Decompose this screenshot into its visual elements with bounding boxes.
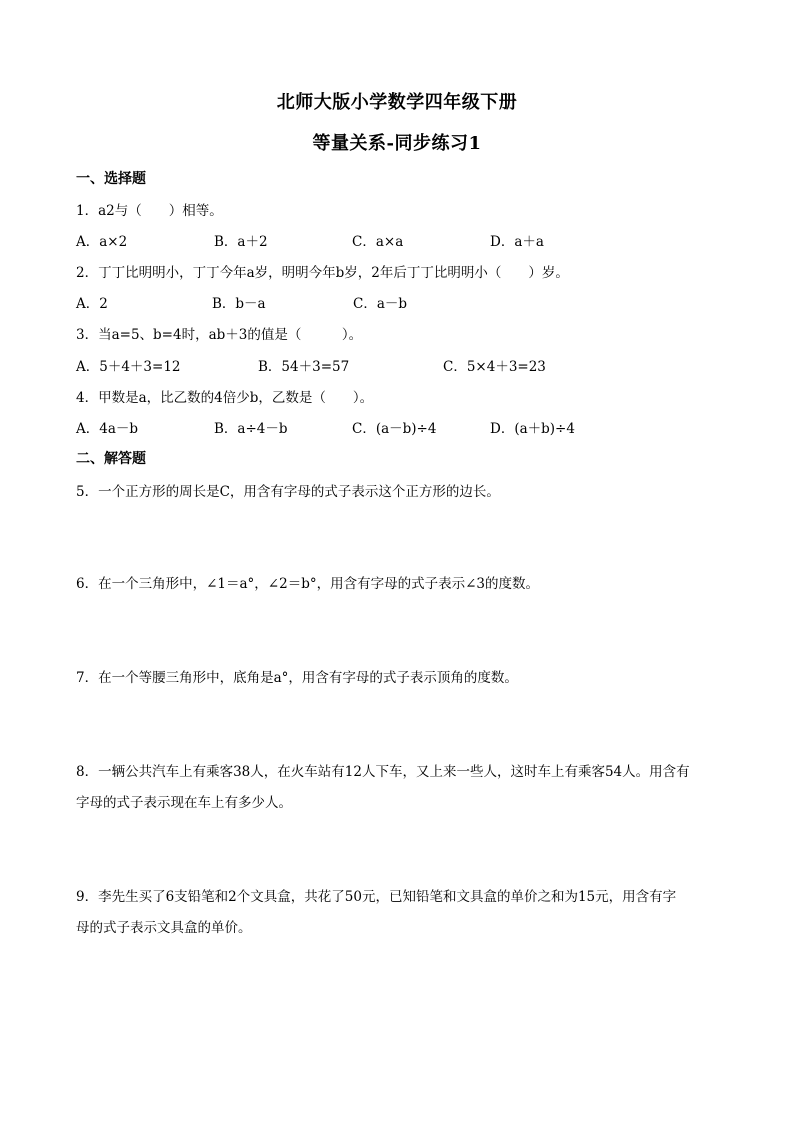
- question-8-line-2: 字母的式子表示现在车上有多少人。: [76, 795, 292, 811]
- question-3-option-c: C．5×4＋3=23: [443, 359, 546, 375]
- section-choice-title: 一、选择题: [76, 171, 146, 187]
- question-9-line-2: 母的式子表示文具盒的单价。: [76, 920, 252, 936]
- question-4-option-d: D．(a＋b)÷4: [490, 421, 575, 437]
- worksheet-title: 北师大版小学数学四年级下册: [276, 92, 518, 113]
- section-answer-title: 二、解答题: [76, 451, 146, 467]
- question-4-option-a: A．4a－b: [76, 421, 139, 437]
- question-6-stem: 6．在一个三角形中，∠1＝a°，∠2＝b°，用含有字母的式子表示∠3的度数。: [76, 576, 539, 592]
- question-5-stem: 5．一个正方形的周长是C，用含有字母的式子表示这个正方形的边长。: [76, 484, 500, 500]
- question-9-line-1: 9．李先生买了6支铅笔和2个文具盒，共花了50元，已知铅笔和文具盒的单价之和为15元，用含有字: [76, 889, 677, 905]
- question-2-option-c: C．a－b: [353, 296, 408, 312]
- question-3-option-a: A．5＋4＋3=12: [76, 359, 181, 375]
- question-1-stem: 1．a2与（ ）相等。: [76, 203, 223, 219]
- question-4-stem: 4．甲数是a，比乙数的4倍少b，乙数是（ ）。: [76, 390, 374, 406]
- question-1-option-b: B．a＋2: [214, 234, 268, 250]
- worksheet-subtitle: 等量关系-同步练习1: [312, 133, 482, 154]
- question-8-line-1: 8．一辆公共汽车上有乘客38人，在火车站有12人下车，又上来一些人，这时车上有乘客54人。用含有: [76, 764, 690, 780]
- question-3-option-b: B．54＋3=57: [258, 359, 350, 375]
- question-2-option-a: A．2: [76, 296, 108, 312]
- question-7-stem: 7．在一个等腰三角形中，底角是a°，用含有字母的式子表示顶角的度数。: [76, 670, 518, 686]
- question-2-option-b: B．b－a: [212, 296, 266, 312]
- question-1-option-c: C．a×a: [352, 234, 404, 250]
- question-4-option-c: C．(a－b)÷4: [352, 421, 437, 437]
- question-2-stem: 2．丁丁比明明小，丁丁今年a岁，明明今年b岁，2年后丁丁比明明小（ ）岁。: [76, 265, 569, 281]
- question-1-option-a: A．a×2: [76, 234, 128, 250]
- question-4-option-b: B．a÷4－b: [214, 421, 288, 437]
- question-3-stem: 3．当a=5、b=4时，ab＋3的值是（ ）。: [76, 327, 363, 343]
- question-1-option-d: D．a＋a: [490, 234, 544, 250]
